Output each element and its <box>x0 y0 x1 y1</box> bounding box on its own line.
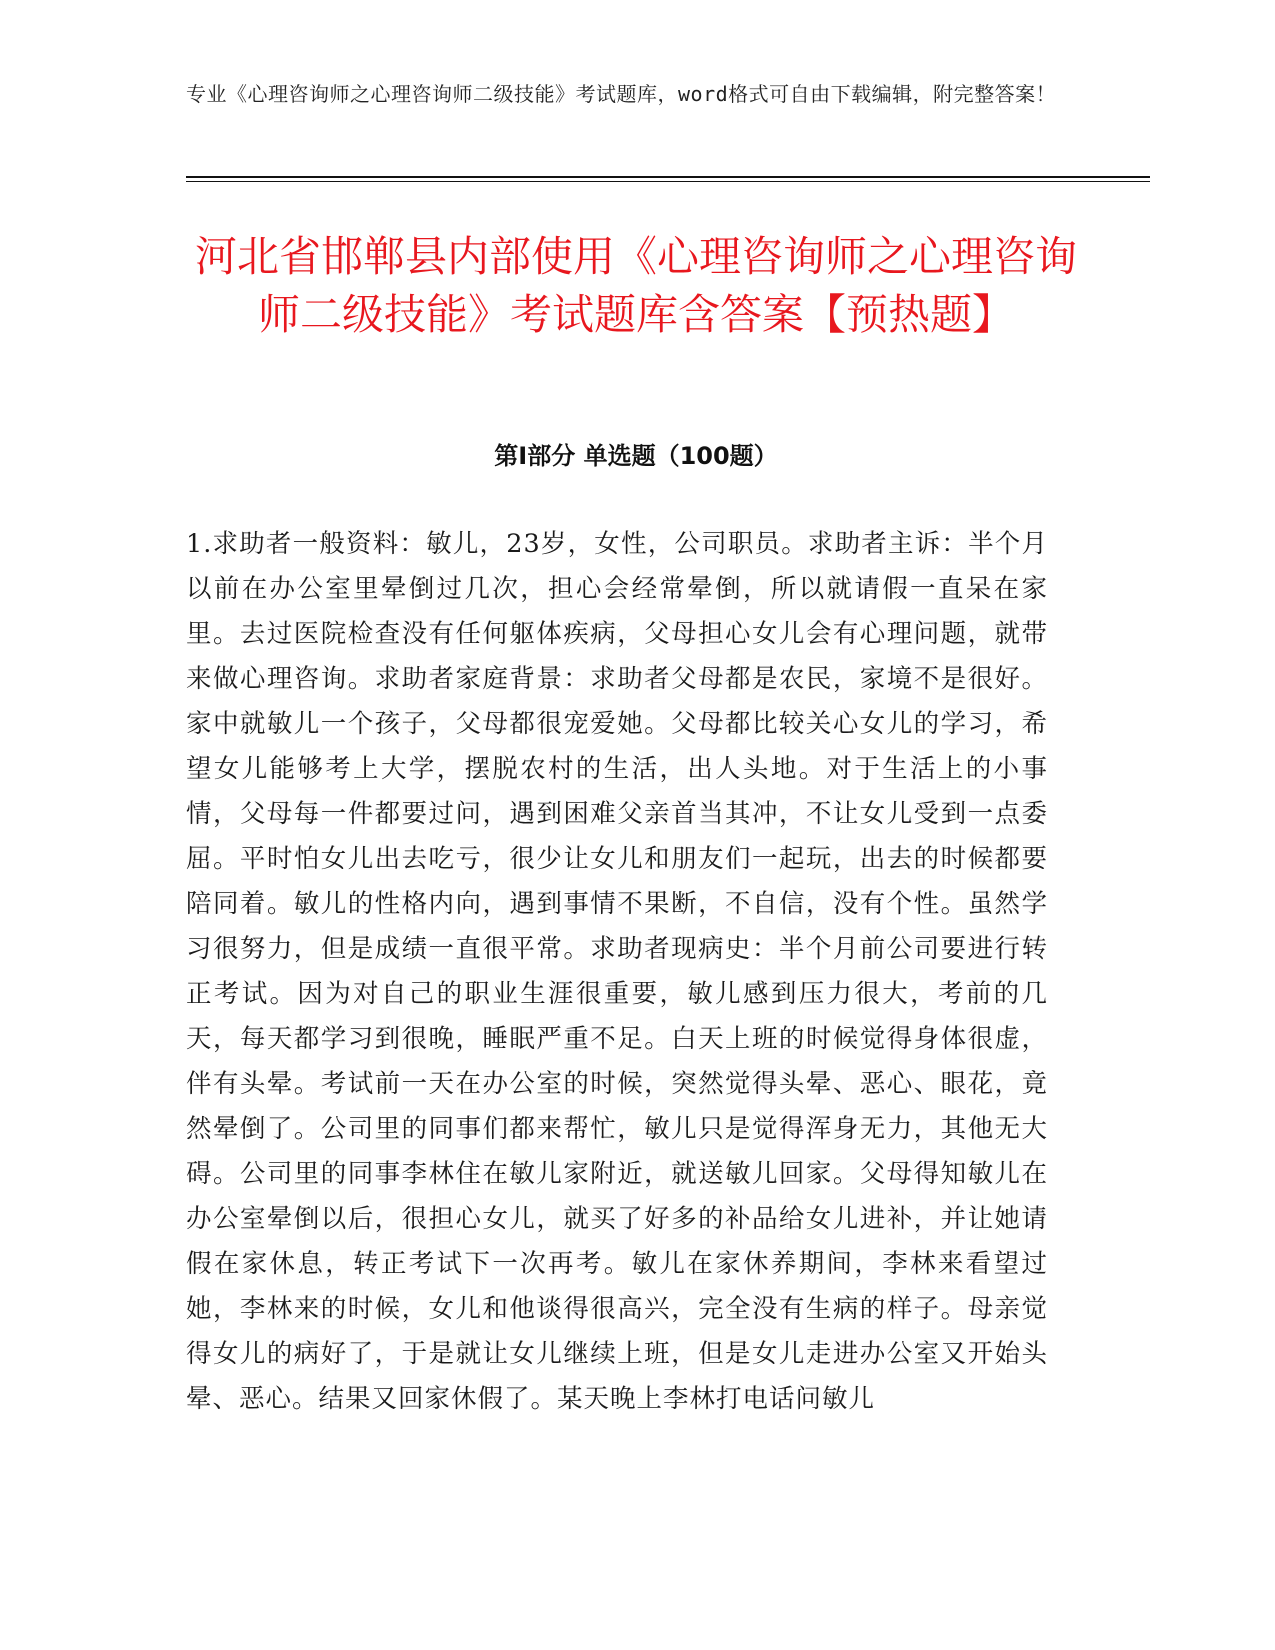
section-heading: 第Ⅰ部分 单选题（100题） <box>494 442 778 470</box>
header-note: 专业《心理咨询师之心理咨询师二级技能》考试题库，word格式可自由下载编辑，附完整答案！ <box>186 82 1057 106</box>
header-divider-thin <box>186 181 1150 182</box>
question-item: 1.求助者一般资料：敏儿，23岁，女性，公司职员。求助者主诉：半个月以前在办公室里晕倒过几次，担心会经常晕倒，所以就请假一直呆在家里。去过医院检查没有任何躯体疾病，父母担心女儿会有心理问题，就带来做心理咨询。求助者家庭背景：求助者父母都是农民，家境不是很好。家中就敏儿一个孩子，父母都很宠爱她。父母都比较关心女儿的学习，希望女儿能够考上大学，摆脱农村的生活，出人头地。对于生活上的小事情，父母每一件都要过问，遇到困难父亲首当其冲，不让女儿受到一点委屈。平时怕女儿出去吃亏，很少让女儿和朋友们一起玩，出去的时候都要陪同着。敏儿的性格内向，遇到事情不果断，不自信，没有个性。虽然学习很努力，但是成绩一直很平常。求助者现病史：半个月前公司要进行转正考试。因为对自己的职业生涯很重要，敏儿感到压力很大，考前的几天，每天都学习到很晚，睡眠严重不足。白天上班的时候觉得身体很虚，伴有头晕。考试前一天在办公室的时候，突然觉得头晕、恶心、眼花，竟然晕倒了。公司里的同事们都来帮忙，敏儿只是觉得浑身无力，其他无大碍。公司里的同事李林住在敏儿家附近，就送敏儿回家。父母得知敏儿在办公室晕倒以后，很担心女儿，就买了好多的补品给女儿进补，并让她请假在家休息，转正考试下一次再考。敏儿在家休养期间，李林来看望过她，李林来的时候，女儿和他谈得很高兴，完全没有生病的样子。母亲觉得女儿的病好了，于是就让女儿继续上班，但是女儿走进办公室又开始头晕、恶心。结果又回家休假了。某天晚上李林打电话问敏儿 <box>186 529 1048 1414</box>
document-title: 河北省邯郸县内部使用《心理咨询师之心理咨询师二级技能》考试题库含答案【预热题】 <box>194 232 1077 339</box>
header-divider-thick <box>186 176 1150 178</box>
